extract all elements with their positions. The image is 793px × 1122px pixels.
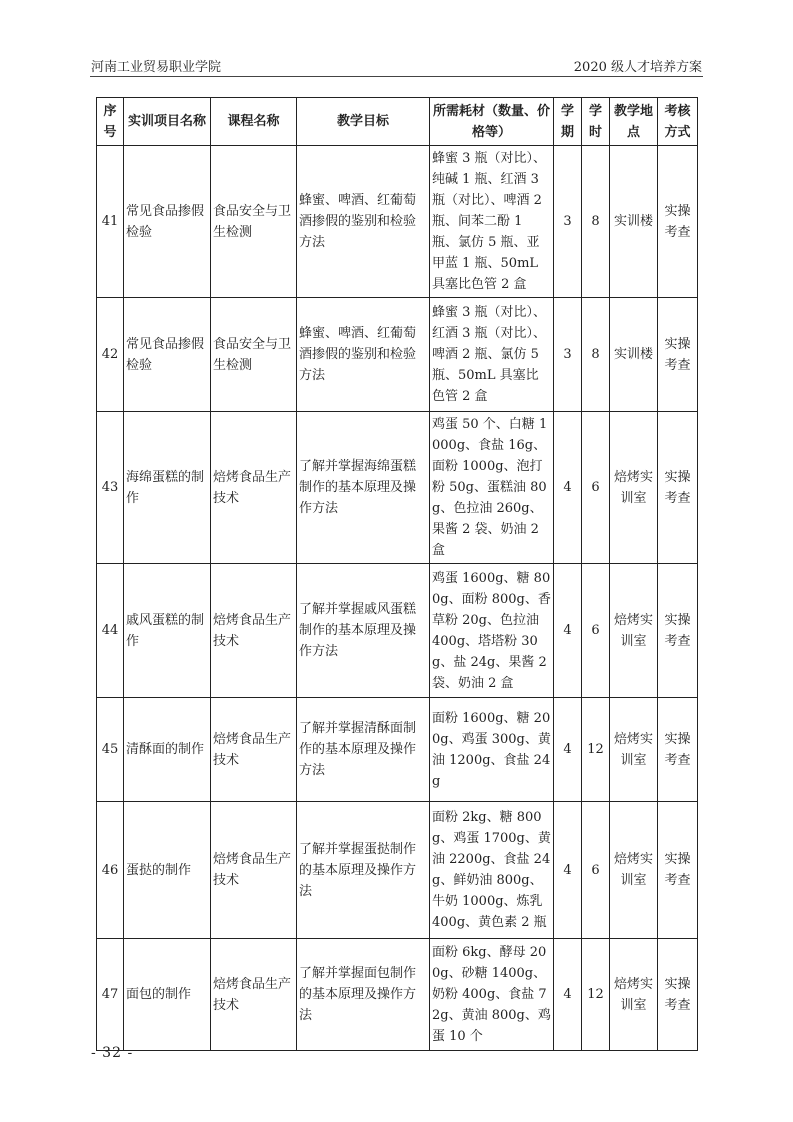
cell-hours: 6 <box>582 412 610 564</box>
cell-materials: 面粉 1600g、糖 200g、鸡蛋 300g、黄油 1200g、食盐 24g <box>430 698 554 802</box>
cell-goal: 了解并掌握清酥面制作的基本原理及操作方法 <box>297 698 430 802</box>
cell-course: 焙烤食品生产技术 <box>211 698 297 802</box>
cell-assess: 实操考查 <box>658 939 698 1051</box>
cell-goal: 蜂蜜、啤酒、红葡萄酒掺假的鉴别和检验方法 <box>297 146 430 298</box>
cell-no: 46 <box>97 802 124 939</box>
cell-project: 戚风蛋糕的制作 <box>124 564 211 698</box>
cell-goal: 了解并掌握蛋挞制作的基本原理及操作方法 <box>297 802 430 939</box>
cell-course: 焙烤食品生产技术 <box>211 939 297 1051</box>
cell-term: 4 <box>554 939 582 1051</box>
cell-course: 食品安全与卫生检测 <box>211 146 297 298</box>
cell-course: 食品安全与卫生检测 <box>211 298 297 412</box>
col-header-project: 实训项目名称 <box>124 98 211 146</box>
cell-hours: 6 <box>582 564 610 698</box>
table-row <box>97 298 698 412</box>
cell-place: 焙烤实训室 <box>610 802 658 939</box>
cell-project: 常见食品掺假检验 <box>124 298 211 412</box>
cell-project: 海绵蛋糕的制作 <box>124 412 211 564</box>
cell-place: 实训楼 <box>610 146 658 298</box>
cell-place: 焙烤实训室 <box>610 698 658 802</box>
header-school-name: 河南工业贸易职业学院 <box>91 60 222 75</box>
cell-goal: 了解并掌握面包制作的基本原理及操作方法 <box>297 939 430 1051</box>
cell-assess: 实操考查 <box>658 802 698 939</box>
cell-goal: 了解并掌握海绵蛋糕制作的基本原理及操作方法 <box>297 412 430 564</box>
table-row <box>97 412 698 564</box>
cell-no: 41 <box>97 146 124 298</box>
cell-no: 47 <box>97 939 124 1051</box>
cell-assess: 实操考查 <box>658 698 698 802</box>
table-row <box>97 802 698 939</box>
header-plan-title: 2020 级人才培养方案 <box>573 60 702 75</box>
col-header-assess: 考核方式 <box>658 98 698 146</box>
cell-term: 3 <box>554 146 582 298</box>
cell-assess: 实操考查 <box>658 412 698 564</box>
cell-materials: 蜂蜜 3 瓶（对比）、纯碱 1 瓶、红酒 3 瓶（对比）、啤酒 2 瓶、间苯二酚 1 瓶、氯仿 5 瓶、亚甲蓝 1 瓶、50mL 具塞比色管 2 盒 <box>430 146 554 298</box>
cell-hours: 8 <box>582 298 610 412</box>
col-header-no: 序号 <box>97 98 124 146</box>
col-header-term: 学期 <box>554 98 582 146</box>
cell-term: 4 <box>554 564 582 698</box>
training-table <box>96 97 698 1051</box>
cell-hours: 12 <box>582 939 610 1051</box>
cell-materials: 鸡蛋 50 个、白糖 1000g、食盐 16g、面粉 1000g、泡打粉 50g、蛋糕油 80g、色拉油 260g、果酱 2 袋、奶油 2 盒 <box>430 412 554 564</box>
col-header-place: 教学地点 <box>610 98 658 146</box>
cell-materials: 面粉 2kg、糖 800g、鸡蛋 1700g、黄油 2200g、食盐 24g、鲜奶油 800g、牛奶 1000g、炼乳 400g、黄色素 2 瓶 <box>430 802 554 939</box>
col-header-goal: 教学目标 <box>297 98 430 146</box>
cell-materials: 蜂蜜 3 瓶（对比）、红酒 3 瓶（对比）、啤酒 2 瓶、氯仿 5 瓶、50mL 具塞比色管 2 盒 <box>430 298 554 412</box>
col-header-course: 课程名称 <box>211 98 297 146</box>
cell-hours: 12 <box>582 698 610 802</box>
cell-term: 4 <box>554 698 582 802</box>
cell-no: 45 <box>97 698 124 802</box>
table-row <box>97 146 698 298</box>
cell-project: 面包的制作 <box>124 939 211 1051</box>
cell-place: 焙烤实训室 <box>610 564 658 698</box>
cell-assess: 实操考查 <box>658 564 698 698</box>
table-header-row <box>97 98 698 146</box>
cell-no: 43 <box>97 412 124 564</box>
table-row <box>97 939 698 1051</box>
cell-assess: 实操考查 <box>658 298 698 412</box>
table-row <box>97 698 698 802</box>
cell-place: 实训楼 <box>610 298 658 412</box>
cell-term: 3 <box>554 298 582 412</box>
header-divider <box>90 76 703 77</box>
cell-goal: 了解并掌握戚风蛋糕制作的基本原理及操作方法 <box>297 564 430 698</box>
cell-project: 清酥面的制作 <box>124 698 211 802</box>
cell-materials: 面粉 6kg、酵母 200g、砂糖 1400g、奶粉 400g、食盐 72g、黄油 800g、鸡蛋 10 个 <box>430 939 554 1051</box>
cell-place: 焙烤实训室 <box>610 412 658 564</box>
cell-term: 4 <box>554 412 582 564</box>
cell-course: 焙烤食品生产技术 <box>211 564 297 698</box>
cell-course: 焙烤食品生产技术 <box>211 412 297 564</box>
cell-term: 4 <box>554 802 582 939</box>
page-number: - 32 - <box>91 1045 134 1061</box>
cell-project: 常见食品掺假检验 <box>124 146 211 298</box>
cell-place: 焙烤实训室 <box>610 939 658 1051</box>
cell-materials: 鸡蛋 1600g、糖 800g、面粉 800g、香草粉 20g、色拉油 400g、塔塔粉 30g、盐 24g、果酱 2 袋、奶油 2 盒 <box>430 564 554 698</box>
table-row <box>97 564 698 698</box>
cell-project: 蛋挞的制作 <box>124 802 211 939</box>
cell-goal: 蜂蜜、啤酒、红葡萄酒掺假的鉴别和检验方法 <box>297 298 430 412</box>
cell-hours: 8 <box>582 146 610 298</box>
cell-no: 42 <box>97 298 124 412</box>
col-header-materials: 所需耗材（数量、价格等） <box>430 98 554 146</box>
cell-course: 焙烤食品生产技术 <box>211 802 297 939</box>
cell-assess: 实操考查 <box>658 146 698 298</box>
cell-no: 44 <box>97 564 124 698</box>
col-header-hours: 学时 <box>582 98 610 146</box>
cell-hours: 6 <box>582 802 610 939</box>
